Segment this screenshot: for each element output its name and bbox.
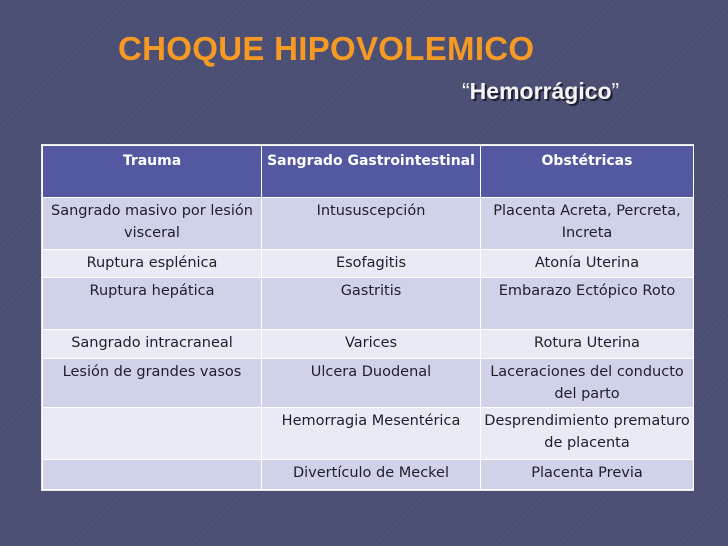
table-row (43, 330, 694, 359)
table-cell: Ulcera Duodenal (262, 359, 481, 408)
table-cell: Desprendimiento prematuro de placenta (481, 408, 694, 460)
table-cell (43, 408, 262, 460)
subtitle-open-quote: “ (462, 78, 470, 104)
table-cell: Intususcepción (262, 198, 481, 250)
slide-subtitle (462, 78, 619, 105)
table-cell: Sangrado intracraneal (43, 330, 262, 359)
table-cell: Sangrado masivo por lesión visceral (43, 198, 262, 250)
table-cell: Placenta Previa (481, 460, 694, 490)
table-cell: Varices (262, 330, 481, 359)
table-cell: Placenta Acreta, Percreta, Increta (481, 198, 694, 250)
table-cell: Rotura Uterina (481, 330, 694, 359)
subtitle-close-quote: ” (611, 78, 620, 104)
table-cell: Divertículo de Meckel (262, 460, 481, 490)
table-cell: Ruptura esplénica (43, 250, 262, 278)
table-row (43, 460, 694, 490)
table-cell: Esofagitis (262, 250, 481, 278)
table-cell: Hemorragia Mesentérica (262, 408, 481, 460)
table-cell: Gastritis (262, 278, 481, 330)
table-cell: Ruptura hepática (43, 278, 262, 330)
header-sangrado-gastrointestinal: Sangrado Gastrointestinal (262, 146, 481, 198)
table-cell (43, 460, 262, 490)
table-row (43, 250, 694, 278)
table-row (43, 408, 694, 460)
table-cell: Atonía Uterina (481, 250, 694, 278)
subtitle-emphasis: Hemorrágico (469, 78, 612, 104)
slide-title: CHOQUE HIPOVOLEMICO (118, 30, 535, 67)
header-obstetricas: Obstétricas (481, 146, 694, 198)
table-cell: Lesión de grandes vasos (43, 359, 262, 408)
table-cell: Laceraciones del conducto del parto (481, 359, 694, 408)
table-row (43, 359, 694, 408)
header-trauma: Trauma (43, 146, 262, 198)
table-cell: Embarazo Ectópico Roto (481, 278, 694, 330)
table-row (43, 278, 694, 330)
table-row (43, 198, 694, 250)
table-header-row (43, 146, 694, 198)
causes-table (42, 145, 694, 490)
causes-table-container (41, 144, 694, 491)
